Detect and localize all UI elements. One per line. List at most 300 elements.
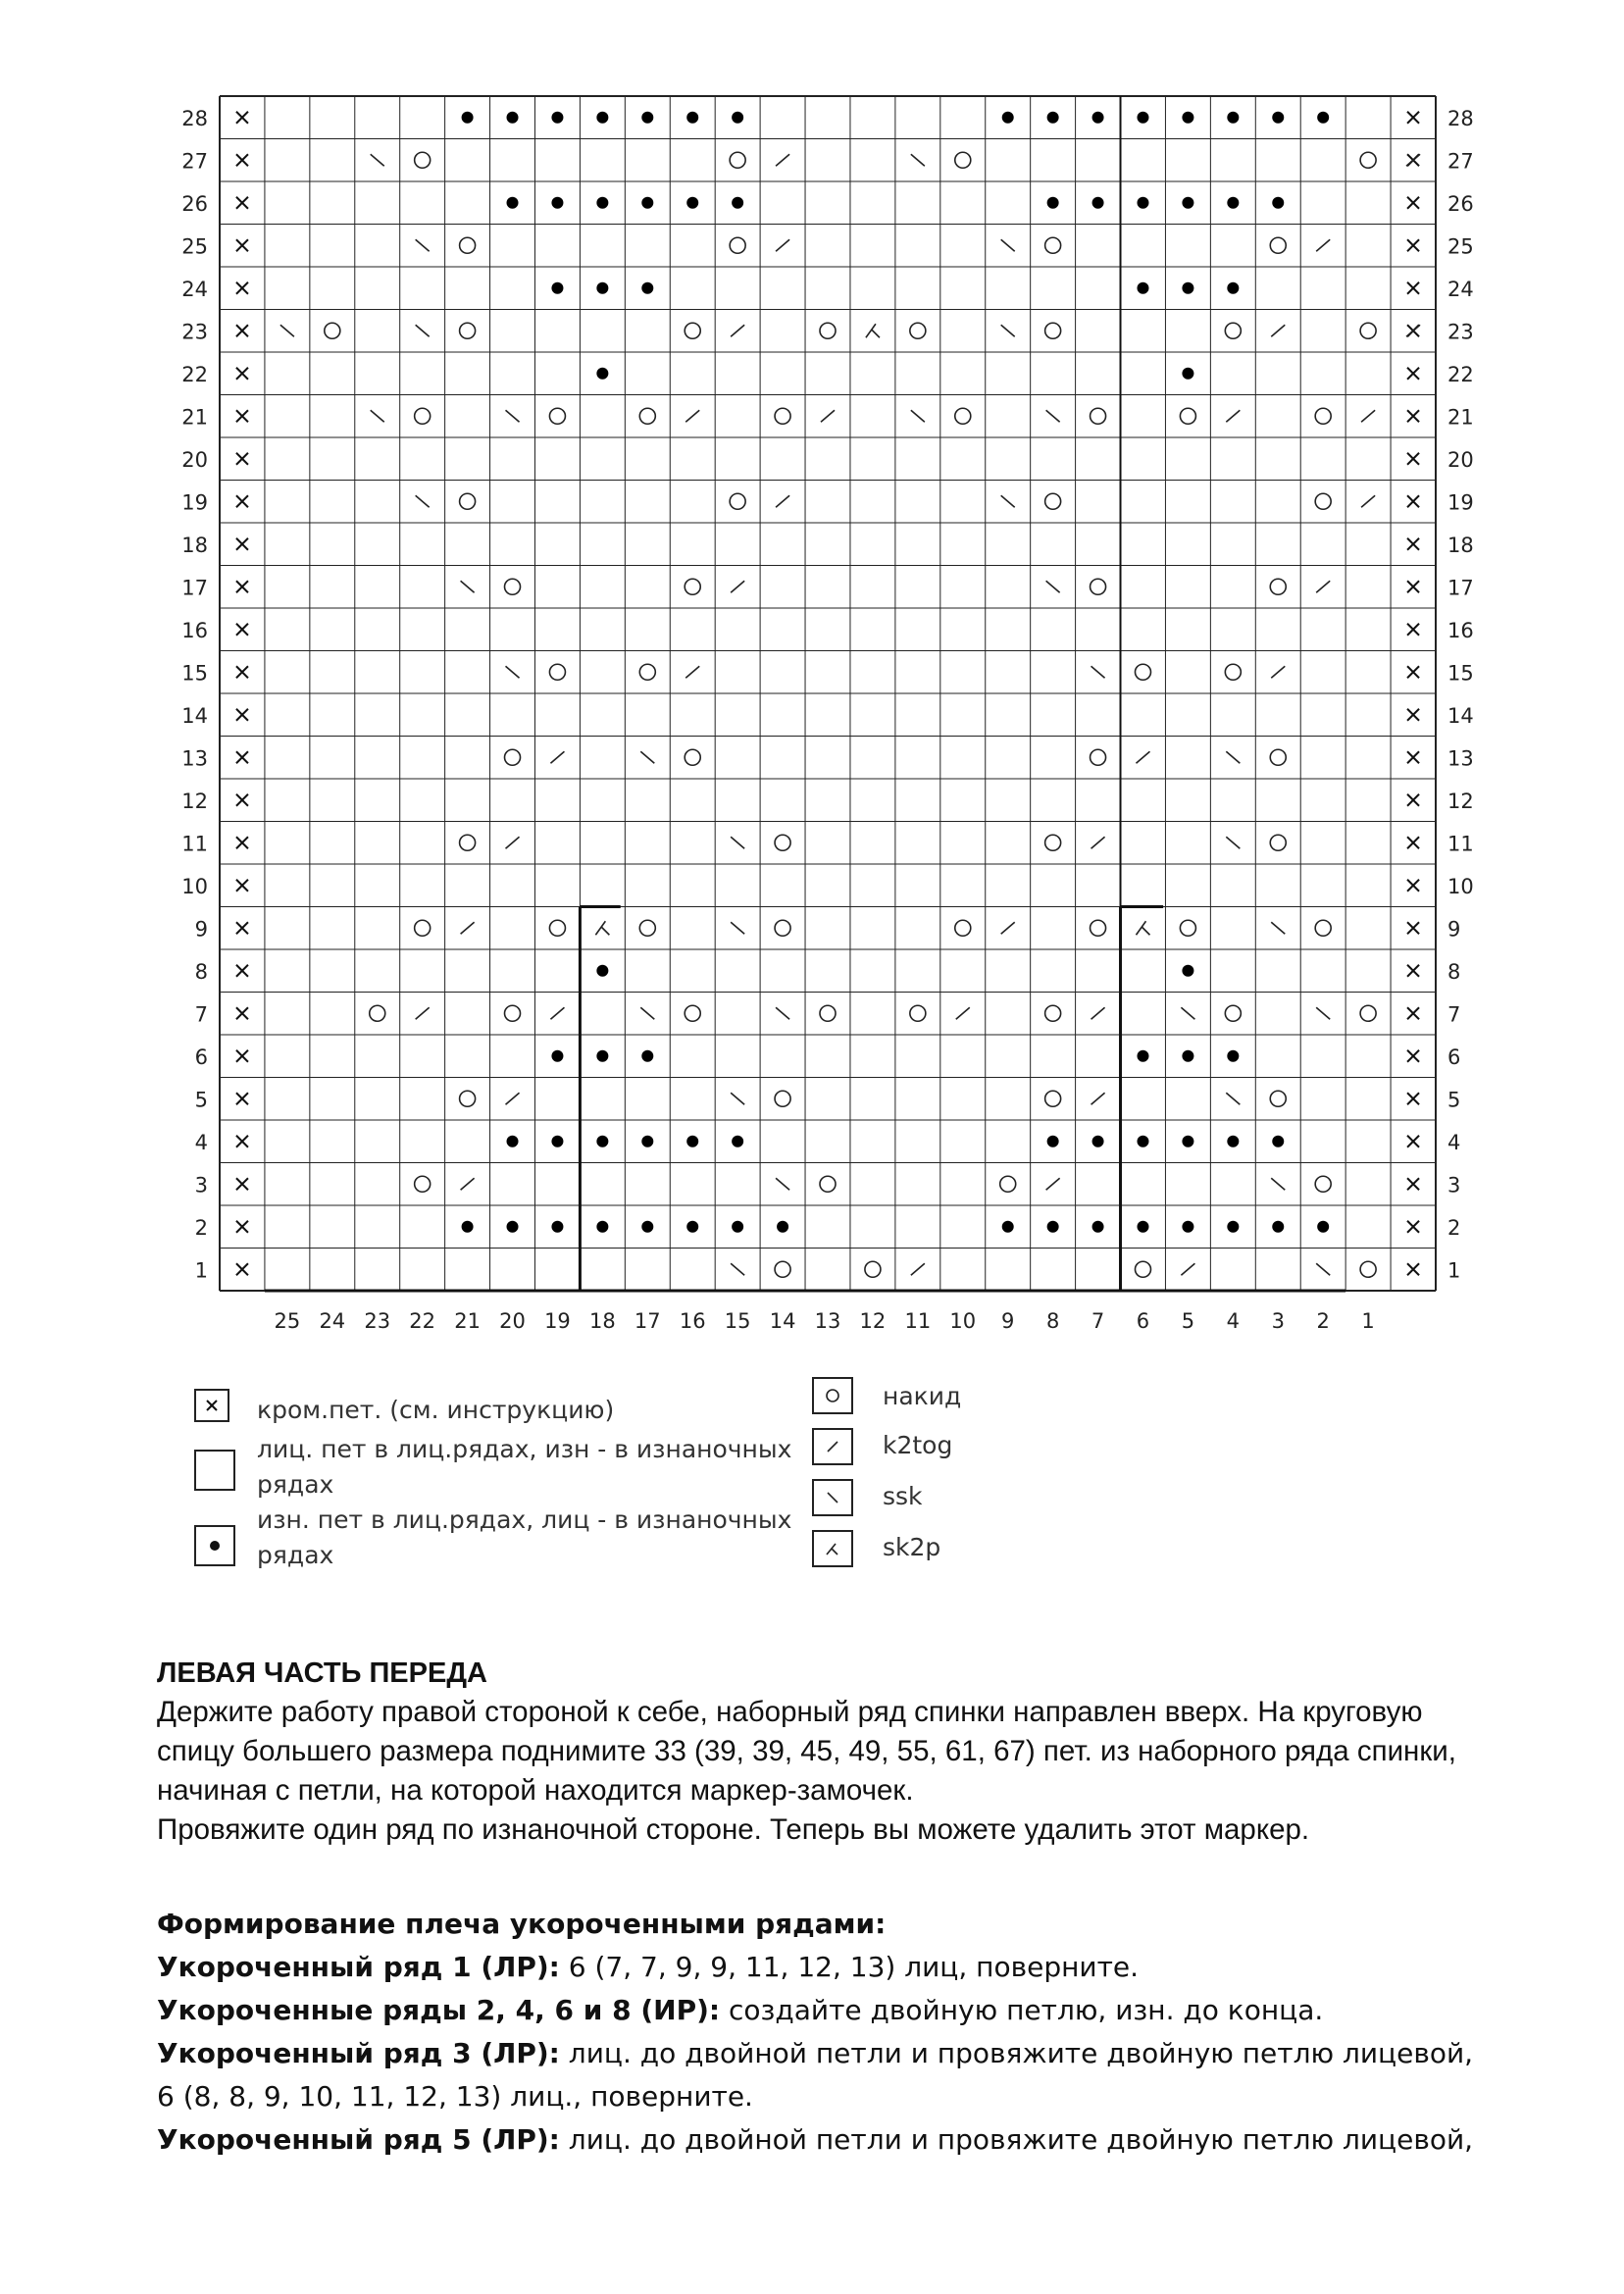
row-label-left: 15 [181,661,208,686]
ssk-mark [731,837,744,848]
row-label-right: 23 [1447,320,1474,344]
row-label-right: 27 [1447,149,1474,174]
k2tog-mark [1271,325,1285,336]
row-label-right: 5 [1447,1088,1461,1112]
yarn-over-circle [1180,920,1195,936]
purl-dot [1137,112,1148,124]
row-label-left: 21 [181,405,208,430]
ssk-mark [461,581,475,592]
purl-dot [732,1136,743,1147]
ssk-mark [776,1178,789,1190]
row-label-right: 1 [1447,1258,1461,1283]
purl-dot [1182,368,1193,380]
row-label-right: 4 [1447,1130,1461,1154]
col-label: 8 [1045,1309,1060,1333]
legend-symbol-yo [812,1377,853,1414]
purl-dot [1047,197,1059,209]
purl-dot [1227,197,1239,209]
row-label-right: 21 [1447,405,1474,430]
legend-symbol-ssk [812,1479,853,1516]
row-label-left: 10 [181,874,208,898]
row-label-left: 18 [181,533,208,557]
yarn-over-circle [549,664,565,680]
yarn-over-circle [1315,493,1331,509]
ssk-mark [1271,1178,1285,1190]
yarn-over-circle [685,579,700,594]
yarn-over-circle [685,749,700,765]
short-row-3 [157,2032,1530,2075]
yarn-over-circle [1091,579,1106,594]
yarn-over-circle [730,152,745,168]
col-label: 25 [274,1309,301,1333]
row-label-right: 3 [1447,1173,1461,1198]
yarn-over-circle [1091,920,1106,936]
purl-dot [1272,197,1284,209]
sk2p-mark [595,921,605,935]
purl-dot [596,197,608,209]
ssk-mark [1091,666,1105,678]
yarn-over-circle [1091,749,1106,765]
yarn-over-circle [1091,408,1106,424]
row-label-left: 5 [194,1088,208,1112]
row-label-left: 25 [181,234,208,259]
purl-dot [1272,1136,1284,1147]
k2tog-mark [1091,1093,1105,1104]
row-label-right: 8 [1447,959,1461,984]
row-label-left: 7 [194,1002,208,1027]
row-text: лиц. до двойной петли и провяжите двойную петлю лицевой, [559,2037,1474,2069]
ssk-mark [640,1007,654,1019]
row-label-left: 26 [181,191,208,216]
col-label: 16 [679,1309,706,1333]
yarn-over-circle [820,323,836,338]
col-label: 9 [1001,1309,1015,1333]
row-label-left: 28 [181,106,208,130]
row-label-left: 3 [194,1173,208,1198]
purl-dot [1182,1136,1193,1147]
row-label-left: 9 [194,917,208,942]
yarn-over-circle [685,323,700,338]
short-rows-subhead: Формирование плеча укороченными рядами: [157,1908,887,1940]
purl-dot [1272,112,1284,124]
purl-dot [551,112,563,124]
k2tog-mark [1091,837,1105,848]
intro-paragraph [157,1693,1491,1850]
k2tog-mark [1181,1263,1194,1275]
sk2p-mark [1136,921,1145,935]
purl-dot [686,197,698,209]
yarn-over-circle [639,664,655,680]
row-text: 6 (7, 7, 9, 9, 11, 12, 13) лиц, поверните. [559,1951,1140,1983]
purl-dot [1092,1221,1104,1233]
yarn-over-circle [1315,1176,1331,1192]
ssk-mark [911,154,925,166]
yarn-over-circle [865,1261,881,1277]
purl-dot [641,112,653,124]
col-label: 12 [859,1309,887,1333]
ssk-mark [1226,751,1240,763]
ssk-mark [1316,1263,1330,1275]
yarn-over-circle [1315,920,1331,936]
legend-text-ssk: ssk [883,1482,923,1510]
sk2p-mark [872,330,880,337]
row-label-right: 24 [1447,277,1474,301]
purl-dot [1047,112,1059,124]
row-label-left: 20 [181,447,208,472]
purl-dot [1137,1050,1148,1062]
legend-text-sk2p: sk2p [883,1533,941,1561]
purl-dot [507,1221,519,1233]
k2tog-mark [461,922,475,934]
row-text: лиц. до двойной петли и провяжите двойную петлю лицевой, [559,2123,1474,2156]
row-label-right: 14 [1447,703,1474,728]
yarn-over-circle [820,1176,836,1192]
purl-dot [1137,197,1148,209]
ssk-mark [911,410,925,422]
yarn-over-circle [1270,1091,1286,1106]
legend-symbol-k2tog [812,1428,853,1465]
row-label-right: 25 [1447,234,1474,259]
yarn-over-circle [1225,323,1241,338]
section-title: ЛЕВАЯ ЧАСТЬ ПЕРЕДА [157,1657,487,1689]
legend-text-k2tog: k2tog [883,1431,953,1459]
ssk-mark [731,922,744,934]
ssk-mark [1001,495,1015,507]
purl-dot [1182,1050,1193,1062]
purl-dot [1092,112,1104,124]
ssk-mark [640,751,654,763]
yarn-over-circle [505,579,521,594]
ssk-mark [1046,410,1060,422]
yarn-over-circle [505,1005,521,1021]
purl-dot [507,1136,519,1147]
yarn-over-circle [910,1005,926,1021]
purl-dot [596,1136,608,1147]
col-label: 20 [499,1309,526,1333]
col-label: 18 [589,1309,616,1333]
row-label-left: 1 [194,1258,208,1283]
yarn-over-circle [1270,835,1286,850]
purl-dot [1047,1136,1059,1147]
purl-dot [551,1136,563,1147]
sk2p-mark [866,324,876,337]
purl-dot [507,197,519,209]
k2tog-mark [776,239,789,251]
yarn-over-circle [1045,835,1061,850]
yarn-over-circle [1360,152,1376,168]
row-label-left: 24 [181,277,208,301]
col-label: 21 [454,1309,481,1333]
k2tog-mark [1316,239,1330,251]
purl-dot [1227,1136,1239,1147]
col-label: 22 [409,1309,436,1333]
ssk-mark [731,1093,744,1104]
purl-dot [641,1221,653,1233]
sk2p-mark [1142,927,1149,935]
yarn-over-circle [415,152,431,168]
yarn-over-circle [730,493,745,509]
ssk-mark [1181,1007,1194,1019]
intro-text: Держите работу правой стороной к себе, наборный ряд спинки направлен вверх. На круговую спицу большего размера поднимите 33 (39, 39, 45, 49, 55, 61, 67) пет. из наборного ряда спинки, начиная с петли, на которой находится маркер-замочек. [157,1696,1456,1807]
ssk-mark [1046,581,1060,592]
yarn-over-circle [1360,1261,1376,1277]
yarn-over-circle [639,408,655,424]
k2tog-mark [731,581,744,592]
purl-dot [1002,1221,1014,1233]
yarn-over-circle [1225,1005,1241,1021]
legend-text-yo: накид [883,1382,962,1410]
yarn-over-circle [1135,1261,1150,1277]
row-label-right: 16 [1447,618,1474,642]
legend-symbol-sk2p [812,1530,853,1567]
row-label-right: 13 [1447,746,1474,771]
row-label-right: 20 [1447,447,1474,472]
yarn-over-circle [1270,749,1286,765]
row-label-right: 12 [1447,789,1474,813]
purl-dot [1137,1136,1148,1147]
purl-dot [1182,965,1193,977]
col-label: 10 [949,1309,977,1333]
ssk-mark [280,325,294,336]
yarn-over-circle [1180,408,1195,424]
yarn-over-circle [1045,493,1061,509]
yarn-over-circle [955,920,971,936]
purl-dot [1047,1221,1059,1233]
yarn-over-circle [955,408,971,424]
ssk-mark [1271,922,1285,934]
ssk-mark [371,410,384,422]
yarn-over-circle [1045,1005,1061,1021]
yarn-over-circle [820,1005,836,1021]
col-label: 17 [634,1309,661,1333]
purl-dot [551,1221,563,1233]
row-label-left: 22 [181,362,208,386]
col-label: 6 [1136,1309,1150,1333]
purl-dot [686,1221,698,1233]
ssk-mark [731,1263,744,1275]
purl-dot [1182,1221,1193,1233]
purl-dot [641,1050,653,1062]
row-text: создайте двойную петлю, изн. до конца. [720,1994,1324,2026]
purl-dot [1227,112,1239,124]
row-heading: Укороченный ряд 3 (ЛР): [157,2037,560,2069]
row-label-left: 19 [181,490,208,515]
short-row-2 [157,1989,1530,2032]
row-label-left: 27 [181,149,208,174]
yarn-over-circle [1135,664,1150,680]
purl-dot [732,1221,743,1233]
k2tog-mark [1271,666,1285,678]
col-label: 19 [544,1309,571,1333]
yarn-over-circle [415,1176,431,1192]
row-label-right: 28 [1447,106,1474,130]
ssk-mark [1316,1007,1330,1019]
k2tog-mark [1226,410,1240,422]
purl-dot [1227,282,1239,294]
yarn-over-circle [1045,1091,1061,1106]
yarn-over-circle [1315,408,1331,424]
row-label-left: 4 [194,1130,208,1154]
purl-dot [641,1136,653,1147]
k2tog-mark [1316,581,1330,592]
yarn-over-circle [775,920,790,936]
row-label-right: 22 [1447,362,1474,386]
purl-dot [1137,282,1148,294]
row-label-left: 6 [194,1045,208,1069]
k2tog-mark [1046,1178,1060,1190]
purl-dot [1182,197,1193,209]
k2tog-mark [1091,1007,1105,1019]
ssk-mark [506,410,520,422]
purl-dot [596,112,608,124]
purl-dot [507,112,519,124]
row-label-right: 10 [1447,874,1474,898]
purl-dot [641,282,653,294]
row-label-right: 17 [1447,576,1474,600]
yarn-over-circle [460,835,476,850]
purl-dot [1092,1136,1104,1147]
purl-dot [641,197,653,209]
row-heading: Укороченный ряд 5 (ЛР): [157,2123,560,2156]
yarn-over-circle [549,920,565,936]
yarn-over-circle [415,920,431,936]
row-label-left: 13 [181,746,208,771]
row-label-right: 15 [1447,661,1474,686]
yarn-over-circle [460,323,476,338]
purl-dot [1317,112,1329,124]
col-label: 1 [1361,1309,1375,1333]
col-label: 5 [1181,1309,1195,1333]
yarn-over-circle [1000,1176,1016,1192]
yarn-over-circle [955,152,971,168]
ssk-mark [416,239,430,251]
row-label-left: 16 [181,618,208,642]
purl-dot [1272,1221,1284,1233]
col-label: 7 [1091,1309,1105,1333]
k2tog-mark [1001,922,1015,934]
col-label: 4 [1226,1309,1241,1333]
purl-dot [1182,112,1193,124]
yarn-over-circle [639,920,655,936]
ssk-mark [1226,837,1240,848]
row-label-left: 12 [181,789,208,813]
purl-dot [732,112,743,124]
short-rows-section [157,1903,1530,2162]
row-heading: Укороченные ряды 2, 4, 6 и 8 (ИР): [157,1994,721,2026]
yarn-over-circle [460,237,476,253]
k2tog-mark [821,410,835,422]
legend-symbol-edge [194,1389,229,1422]
row-label-right: 11 [1447,832,1474,856]
col-label: 13 [814,1309,841,1333]
yarn-over-circle [460,493,476,509]
purl-dot [596,1050,608,1062]
col-label: 23 [364,1309,391,1333]
row-label-left: 11 [181,832,208,856]
yarn-over-circle [370,1005,385,1021]
row-label-right: 2 [1447,1215,1461,1240]
k2tog-mark [731,325,744,336]
yarn-over-circle [415,408,431,424]
purl-dot [1182,282,1193,294]
k2tog-mark [461,1178,475,1190]
yarn-over-circle [1270,237,1286,253]
purl-dot [551,1050,563,1062]
col-label: 11 [904,1309,932,1333]
yarn-over-circle [1360,323,1376,338]
sk2p-mark [601,927,609,935]
row-heading: Укороченный ряд 1 (ЛР): [157,1951,560,1983]
k2tog-mark [776,154,789,166]
yarn-over-circle [775,1261,790,1277]
purl-dot [551,282,563,294]
row-label-left: 17 [181,576,208,600]
short-row-3-cont: 6 (8, 8, 9, 10, 11, 12, 13) лиц., поверните. [157,2080,753,2113]
col-label: 14 [769,1309,796,1333]
yarn-over-circle [1045,323,1061,338]
ssk-mark [1001,325,1015,336]
purl-dot [1317,1221,1329,1233]
ssk-mark [506,666,520,678]
legend-text-edge: кром.пет. (см. инструкцию) [257,1396,615,1424]
row-label-left: 14 [181,703,208,728]
k2tog-mark [685,410,699,422]
yarn-over-circle [1225,664,1241,680]
ssk-mark [416,325,430,336]
purl-dot [686,112,698,124]
yarn-over-circle [1270,579,1286,594]
purl-dot [686,1136,698,1147]
yarn-over-circle [1360,1005,1376,1021]
k2tog-mark [416,1007,430,1019]
short-row-1 [157,1946,1530,1989]
row-label-right: 7 [1447,1002,1461,1027]
col-label: 2 [1316,1309,1330,1333]
purl-dot [596,1221,608,1233]
yarn-over-circle [685,1005,700,1021]
row-label-right: 26 [1447,191,1474,216]
intro-text-2: Провяжите один ряд по изнаночной стороне. Теперь вы можете удалить этот маркер. [157,1813,1310,1846]
yarn-over-circle [775,1091,790,1106]
legend-text-purl: изн. пет в лиц.рядах, лиц - в изнаночных рядах [257,1505,792,1569]
purl-dot [1137,1221,1148,1233]
purl-dot [777,1221,788,1233]
k2tog-mark [776,495,789,507]
row-label-left: 8 [194,959,208,984]
k2tog-mark [550,751,564,763]
purl-dot [596,368,608,380]
legend-symbol-knit [194,1450,235,1491]
col-label: 3 [1271,1309,1285,1333]
row-label-right: 6 [1447,1045,1461,1069]
col-label: 15 [724,1309,751,1333]
purl-dot [1227,1050,1239,1062]
yarn-over-circle [730,237,745,253]
ssk-mark [1001,239,1015,251]
k2tog-mark [506,1093,520,1104]
purl-dot [462,1221,474,1233]
yarn-over-circle [775,835,790,850]
yarn-over-circle [910,323,926,338]
row-label-right: 9 [1447,917,1461,942]
legend-text-knit: лиц. пет в лиц.рядах, изн - в изнаночных рядах [257,1435,792,1499]
purl-dot [1002,112,1014,124]
purl-dot [462,112,474,124]
k2tog-mark [550,1007,564,1019]
yarn-over-circle [775,408,790,424]
ssk-mark [371,154,384,166]
col-label: 24 [319,1309,346,1333]
